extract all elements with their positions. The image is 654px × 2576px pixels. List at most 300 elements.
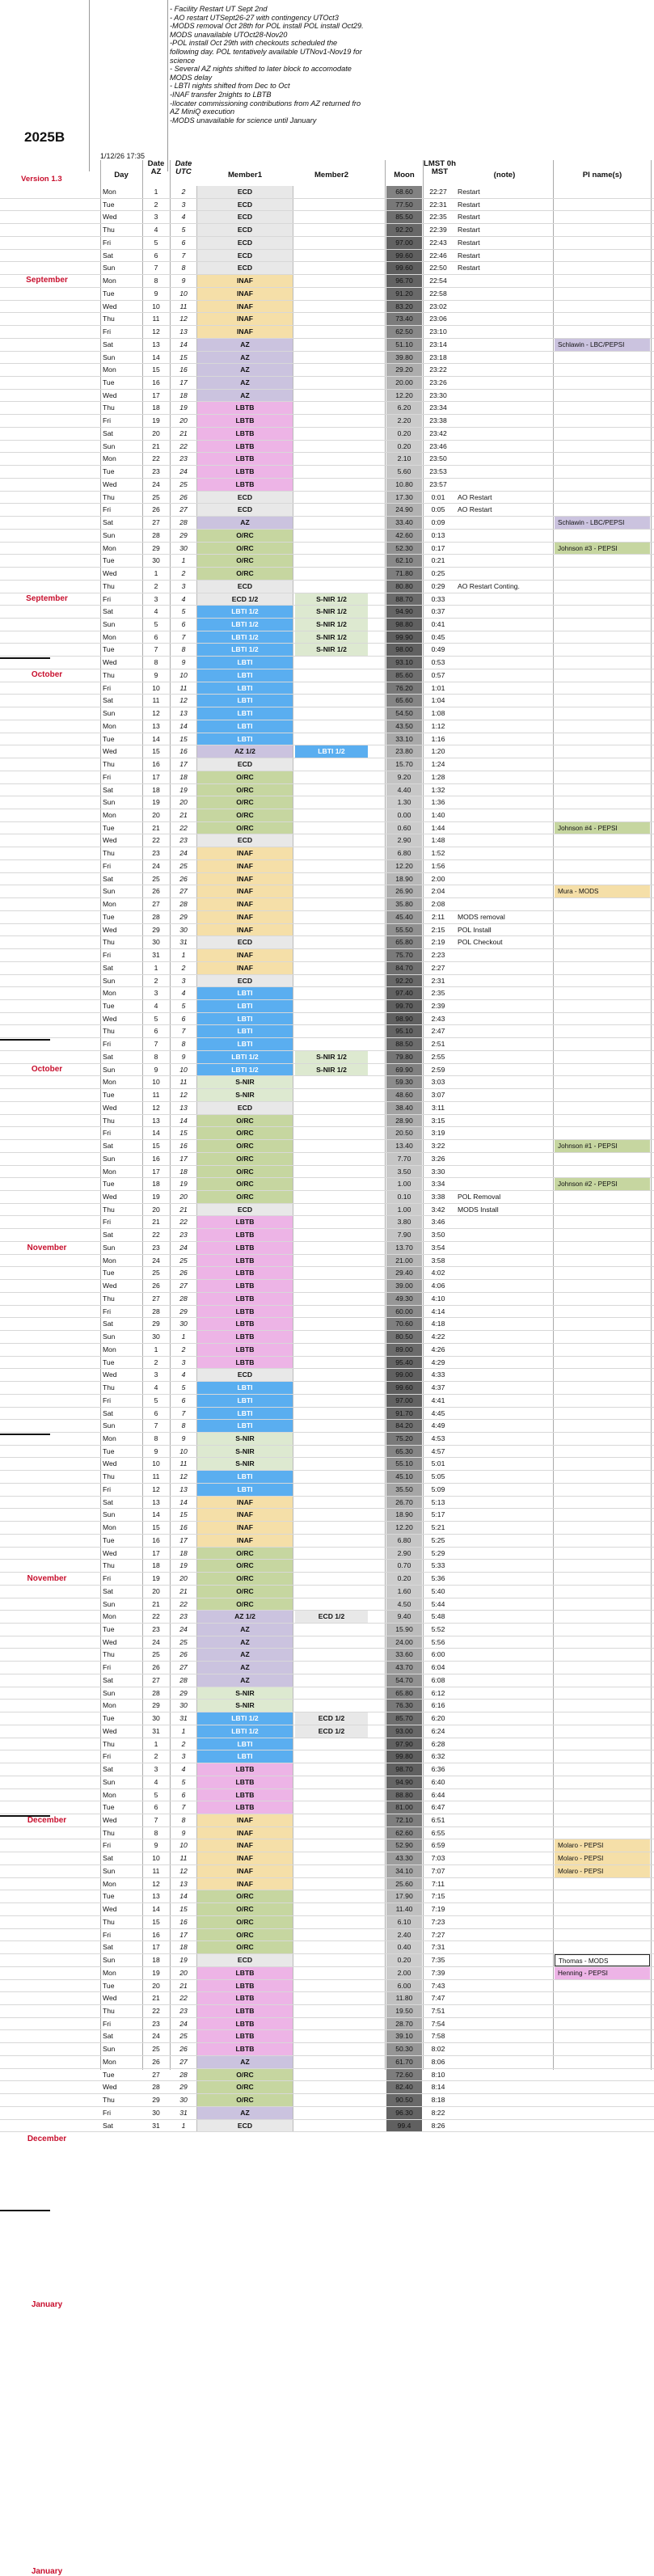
date-utc-cell: 5	[181, 1383, 186, 1392]
table-row	[0, 644, 654, 657]
member2-cell	[295, 1140, 368, 1152]
member2-cell	[295, 1814, 368, 1826]
day-cell: Tue	[103, 1358, 115, 1366]
date-az-cell: 16	[152, 1930, 160, 1939]
date-az-cell: 27	[152, 518, 160, 527]
day-cell: Sat	[103, 1408, 113, 1417]
member1-cell: O/RC	[196, 1916, 293, 1928]
table-row	[0, 1548, 654, 1560]
date-utc-cell: 28	[179, 1675, 188, 1684]
table-row	[0, 2030, 654, 2043]
date-utc-cell: 17	[179, 760, 188, 769]
pi-cell	[555, 771, 650, 783]
lmst-cell: 23:38	[429, 416, 447, 425]
moon-cell: 80.50	[386, 1331, 422, 1343]
member1-cell: AZ	[196, 1662, 293, 1674]
moon-cell: 98.00	[386, 644, 422, 656]
lmst-cell: 5:44	[431, 1599, 445, 1608]
day-cell: Wed	[103, 1994, 117, 2003]
member1-cell: S-NIR	[196, 1433, 293, 1445]
lmst-cell: 4:45	[431, 1408, 445, 1417]
day-cell: Wed	[103, 925, 117, 934]
moon-cell: 89.00	[386, 1344, 422, 1356]
date-az-cell: 26	[152, 2057, 160, 2066]
date-az-cell: 1	[154, 1739, 158, 1748]
pi-cell	[555, 1344, 650, 1356]
pi-cell	[555, 657, 650, 669]
date-az-cell: 27	[152, 1294, 160, 1303]
moon-cell: 24.90	[386, 504, 422, 516]
member1-cell: O/RC	[196, 2081, 293, 2093]
member1-cell: AZ	[196, 1674, 293, 1687]
pi-cell	[555, 1611, 650, 1623]
day-cell: Tue	[103, 734, 115, 743]
moon-cell: 93.00	[386, 1725, 422, 1738]
member2-cell	[295, 1433, 368, 1445]
member1-cell: O/RC	[196, 1178, 293, 1190]
date-az-cell: 20	[152, 1981, 160, 1990]
pi-cell	[555, 1051, 650, 1063]
col-header-pi: PI name(s)	[582, 171, 622, 179]
date-az-cell: 19	[152, 798, 160, 807]
table-row	[0, 1267, 654, 1280]
moon-cell: 55.50	[386, 924, 422, 936]
day-cell: Mon	[103, 188, 116, 196]
date-utc-cell: 28	[179, 518, 188, 527]
note-cell	[456, 1865, 553, 1877]
lmst-cell: 7:54	[431, 2019, 445, 2028]
lmst-cell: 6:36	[431, 1765, 445, 1774]
lmst-cell: 1:56	[431, 861, 445, 870]
note-line: MODS unavailable UTOct28-Nov20	[170, 30, 288, 39]
date-az-cell: 1	[154, 569, 158, 578]
lmst-cell: 0:41	[431, 619, 445, 628]
lmst-cell: 23:46	[429, 441, 447, 450]
date-az-cell: 7	[154, 1421, 158, 1430]
date-utc-cell: 20	[179, 1574, 188, 1583]
member1-cell: S-NIR	[196, 1700, 293, 1712]
table-row	[0, 1662, 654, 1674]
member2-cell	[295, 2005, 368, 2017]
date-az-cell: 19	[152, 1574, 160, 1583]
lmst-cell: 5:40	[431, 1586, 445, 1595]
table-row	[0, 466, 654, 479]
member2-cell	[295, 339, 368, 351]
pi-cell	[555, 1089, 650, 1101]
note-cell	[456, 453, 553, 465]
member2-cell	[295, 1306, 368, 1318]
member2-cell	[295, 275, 368, 287]
date-az-cell: 9	[154, 1065, 158, 1074]
note-cell	[456, 1038, 553, 1050]
date-az-cell: 18	[152, 1180, 160, 1189]
moon-cell: 13.70	[386, 1242, 422, 1254]
moon-cell: 28.90	[386, 1115, 422, 1127]
member1-cell: INAF	[196, 949, 293, 961]
member1-cell: AZ	[196, 1649, 293, 1661]
table-row	[0, 1801, 654, 1814]
moon-cell: 15.70	[386, 758, 422, 771]
note-cell	[456, 1548, 553, 1560]
table-row	[0, 1166, 654, 1179]
note-cell	[456, 1484, 553, 1496]
moon-cell: 95.10	[386, 1025, 422, 1037]
table-row	[0, 1522, 654, 1535]
moon-cell: 80.80	[386, 581, 422, 593]
moon-cell: 42.60	[386, 530, 422, 542]
lmst-cell: 5:25	[431, 1535, 445, 1544]
moon-cell: 9.40	[386, 1611, 422, 1623]
note-cell	[456, 745, 553, 758]
note-cell: MODS removal	[458, 912, 505, 921]
lmst-cell: 6:44	[431, 1790, 445, 1799]
date-az-cell: 15	[152, 1917, 160, 1926]
member2-cell	[295, 1191, 368, 1203]
date-utc-cell: 21	[179, 429, 188, 437]
date-utc-cell: 29	[179, 1307, 188, 1315]
moon-cell: 0.40	[386, 1941, 422, 1953]
member2-cell	[295, 402, 368, 414]
date-utc-cell: 31	[179, 2108, 188, 2117]
date-az-cell: 16	[152, 760, 160, 769]
date-utc-cell: 23	[179, 454, 188, 463]
note-cell	[456, 1852, 553, 1864]
moon-cell: 84.20	[386, 1420, 422, 1432]
member2-cell	[295, 428, 368, 440]
date-az-cell: 18	[152, 1956, 160, 1965]
member2-cell	[295, 1255, 368, 1267]
day-cell: Sat	[103, 963, 113, 972]
pi-cell	[555, 1000, 650, 1012]
member1-cell: ECD	[196, 936, 293, 948]
date-utc-cell: 1	[181, 2121, 186, 2130]
member1-cell: LBTB	[196, 1801, 293, 1814]
date-utc-cell: 26	[179, 492, 188, 501]
lmst-cell: 0:05	[431, 505, 445, 514]
date-utc-cell: 18	[179, 1548, 188, 1557]
pi-cell	[555, 1662, 650, 1674]
lmst-cell: 3:38	[431, 1193, 445, 1201]
member1-cell: LBTI	[196, 733, 293, 745]
pi-cell	[555, 1357, 650, 1369]
pi-cell	[555, 224, 650, 236]
member1-cell: INAF	[196, 1839, 293, 1852]
pi-cell	[555, 1242, 650, 1254]
lmst-cell: 7:11	[431, 1879, 445, 1888]
table-row	[0, 1064, 654, 1077]
member2-cell	[295, 682, 368, 695]
pi-cell	[555, 1687, 650, 1700]
pi-cell	[555, 2005, 650, 2017]
date-az-cell: 27	[152, 1675, 160, 1684]
member1-cell: ECD	[196, 1954, 293, 1966]
table-row	[0, 237, 654, 250]
note-cell	[456, 898, 553, 910]
table-row	[0, 288, 654, 301]
table-row	[0, 720, 654, 733]
note-cell	[456, 987, 553, 999]
note-cell	[456, 1408, 553, 1420]
day-cell: Thu	[103, 1739, 115, 1748]
pi-cell: Johnson #2 - PEPSI	[555, 1178, 650, 1190]
pi-cell	[555, 301, 650, 313]
date-az-cell: 5	[154, 619, 158, 628]
date-az-cell: 4	[154, 1002, 158, 1010]
moon-cell: 92.20	[386, 224, 422, 236]
day-cell: Tue	[103, 1535, 115, 1544]
day-cell: Thu	[103, 2096, 115, 2105]
month-label: September	[26, 593, 68, 603]
date-az-cell: 21	[152, 1994, 160, 2003]
date-az-cell: 2	[154, 200, 158, 209]
pi-cell	[555, 326, 650, 338]
date-az-cell: 28	[152, 1307, 160, 1315]
table-row	[0, 1509, 654, 1522]
lmst-cell: 7:27	[431, 1930, 445, 1939]
day-cell: Wed	[103, 658, 117, 667]
member1-cell: O/RC	[196, 1903, 293, 1915]
pi-cell	[555, 453, 650, 465]
member1-cell: INAF	[196, 288, 293, 300]
member2-cell	[295, 1573, 368, 1585]
pi-cell	[555, 1548, 650, 1560]
member1-cell: LBTB	[196, 1267, 293, 1279]
date-az-cell: 10	[152, 1459, 160, 1468]
month-label: September	[26, 276, 68, 285]
date-az-cell: 1	[154, 188, 158, 196]
member1-cell: ECD	[196, 211, 293, 223]
lmst-cell: 6:28	[431, 1739, 445, 1748]
moon-cell: 77.50	[386, 199, 422, 211]
member2-cell: ECD 1/2	[295, 1611, 368, 1623]
member1-cell: LBTI	[196, 695, 293, 707]
date-utc-cell: 11	[179, 1459, 188, 1468]
date-az-cell: 4	[154, 1777, 158, 1786]
date-az-cell: 21	[152, 1218, 160, 1227]
day-cell: Wed	[103, 1726, 117, 1735]
day-cell: Mon	[103, 1968, 116, 1977]
member1-cell: O/RC	[196, 796, 293, 809]
member1-cell: O/RC	[196, 2069, 293, 2081]
table-row	[0, 1255, 654, 1268]
col-header-lmst: LMST 0h MST	[424, 159, 456, 176]
date-az-cell: 24	[152, 479, 160, 488]
table-row	[0, 479, 654, 492]
member2-cell	[295, 1038, 368, 1050]
date-utc-cell: 26	[179, 874, 188, 883]
moon-cell: 93.10	[386, 657, 422, 669]
day-cell: Sun	[103, 353, 116, 361]
lmst-cell: 0:29	[431, 581, 445, 590]
date-utc-cell: 22	[179, 1599, 188, 1608]
day-cell: Tue	[103, 645, 115, 654]
month-separator	[0, 1815, 50, 1817]
lmst-cell: 5:36	[431, 1574, 445, 1583]
date-utc-cell: 17	[179, 1535, 188, 1544]
pi-cell	[555, 682, 650, 695]
note-cell	[456, 847, 553, 859]
member1-cell: INAF	[196, 1827, 293, 1839]
moon-cell: 6.80	[386, 847, 422, 859]
member2-cell	[295, 1789, 368, 1801]
day-cell: Sun	[103, 709, 116, 718]
pi-cell	[555, 1903, 650, 1915]
member2-cell	[295, 1776, 368, 1788]
day-cell: Sat	[103, 1765, 113, 1774]
lmst-cell: 6:24	[431, 1726, 445, 1735]
date-az-cell: 5	[154, 238, 158, 247]
date-utc-cell: 18	[179, 391, 188, 399]
date-utc-cell: 14	[179, 721, 188, 730]
day-cell: Thu	[103, 938, 115, 947]
date-utc-cell: 16	[179, 1523, 188, 1532]
note-cell	[456, 1471, 553, 1483]
date-az-cell: 3	[154, 213, 158, 222]
member1-cell: LBTI	[196, 1408, 293, 1420]
note-cell	[456, 313, 553, 325]
member2-cell	[295, 1560, 368, 1572]
date-utc-cell: 31	[179, 938, 188, 947]
pi-cell	[555, 1484, 650, 1496]
table-row	[0, 1624, 654, 1636]
member1-cell: INAF	[196, 924, 293, 936]
table-row	[0, 224, 654, 237]
moon-cell: 54.70	[386, 1674, 422, 1687]
table-row	[0, 1535, 654, 1548]
moon-cell: 6.80	[386, 1535, 422, 1547]
note-line: - Several AZ nights shifted to later block to accomodate	[170, 65, 352, 74]
day-cell: Thu	[103, 760, 115, 769]
note-cell	[456, 669, 553, 682]
date-az-cell: 17	[152, 1548, 160, 1557]
note-cell	[456, 962, 553, 974]
date-az-cell: 31	[152, 951, 160, 960]
date-utc-cell: 18	[179, 1167, 188, 1176]
member2-cell: S-NIR 1/2	[295, 644, 368, 656]
table-row	[0, 1484, 654, 1497]
member1-cell: INAF	[196, 847, 293, 859]
table-row	[0, 1293, 654, 1306]
note-cell	[456, 1839, 553, 1852]
lmst-cell: 6:32	[431, 1752, 445, 1761]
moon-cell: 83.20	[386, 301, 422, 313]
member1-cell: LBTI	[196, 720, 293, 733]
lmst-cell: 6:55	[431, 1828, 445, 1837]
day-cell: Mon	[103, 1701, 116, 1710]
member2-cell	[295, 504, 368, 516]
date-az-cell: 14	[152, 1129, 160, 1138]
pi-cell	[555, 809, 650, 821]
day-cell: Sun	[103, 2045, 116, 2054]
note-cell	[456, 1611, 553, 1623]
lmst-cell: 0:37	[431, 607, 445, 616]
pi-cell	[555, 796, 650, 809]
note-cell	[456, 1051, 553, 1063]
date-utc-cell: 8	[181, 1816, 186, 1824]
table-row	[0, 1712, 654, 1725]
member1-cell: O/RC	[196, 2094, 293, 2106]
lmst-cell: 23:57	[429, 479, 447, 488]
pi-cell	[555, 441, 650, 453]
member1-cell: LBTI	[196, 1013, 293, 1025]
date-utc-cell: 2	[181, 963, 186, 972]
day-cell: Sun	[103, 1688, 116, 1697]
note-cell	[456, 593, 553, 606]
member1-cell: LBTI	[196, 1750, 293, 1763]
day-cell: Sun	[103, 1332, 116, 1341]
date-az-cell: 8	[154, 1434, 158, 1442]
pi-cell	[555, 504, 650, 516]
moon-cell: 2.90	[386, 1548, 422, 1560]
date-az-cell: 26	[152, 887, 160, 896]
table-row	[0, 809, 654, 822]
date-utc-cell: 15	[179, 734, 188, 743]
member2-cell	[295, 834, 368, 847]
lmst-cell: 4:26	[431, 1345, 445, 1353]
pi-cell	[555, 949, 650, 961]
member1-cell: INAF	[196, 275, 293, 287]
note-cell	[456, 1776, 553, 1788]
moon-cell: 99.70	[386, 1000, 422, 1012]
col-header-moon: Moon	[394, 171, 415, 179]
date-utc-cell: 13	[179, 1103, 188, 1112]
pi-cell	[555, 745, 650, 758]
moon-cell: 17.30	[386, 492, 422, 504]
moon-cell: 98.70	[386, 1763, 422, 1776]
day-cell: Thu	[103, 1027, 115, 1036]
lmst-cell: 1:32	[431, 785, 445, 794]
note-line: - LBTI nights shifted from Dec to Oct	[170, 82, 290, 91]
moon-cell: 26.90	[386, 885, 422, 897]
date-utc-cell: 11	[179, 1078, 188, 1087]
table-row	[0, 211, 654, 224]
note-cell	[456, 1420, 553, 1432]
moon-cell: 69.90	[386, 1064, 422, 1076]
member1-cell: AZ	[196, 352, 293, 364]
pi-cell	[555, 1992, 650, 2004]
date-utc-cell: 28	[179, 1294, 188, 1303]
pi-cell	[555, 987, 650, 999]
note-cell	[456, 1700, 553, 1712]
lmst-cell: 4:14	[431, 1307, 445, 1315]
date-utc-cell: 30	[179, 543, 188, 552]
lmst-cell: 8:02	[431, 2045, 445, 2054]
date-az-cell: 20	[152, 1205, 160, 1214]
lmst-cell: 2:15	[431, 925, 445, 934]
lmst-cell: 5:48	[431, 1612, 445, 1621]
date-utc-cell: 10	[179, 289, 188, 298]
date-utc-cell: 20	[179, 1968, 188, 1977]
table-row	[0, 186, 654, 199]
date-utc-cell: 4	[181, 213, 186, 222]
table-row	[0, 860, 654, 873]
pi-cell	[555, 1941, 650, 1953]
table-row	[0, 796, 654, 809]
table-row	[0, 631, 654, 644]
pi-cell	[555, 1509, 650, 1521]
pi-cell	[555, 211, 650, 223]
pi-cell	[555, 1586, 650, 1598]
lmst-cell: 7:23	[431, 1917, 445, 1926]
table-row	[0, 898, 654, 911]
note-cell	[456, 1929, 553, 1941]
date-utc-cell: 25	[179, 2032, 188, 2041]
day-cell: Mon	[103, 900, 116, 909]
moon-cell: 98.90	[386, 1013, 422, 1025]
pi-cell	[555, 720, 650, 733]
note-line: -INAF transfer 2nights to LBTB	[170, 90, 272, 99]
date-utc-cell: 25	[179, 479, 188, 488]
